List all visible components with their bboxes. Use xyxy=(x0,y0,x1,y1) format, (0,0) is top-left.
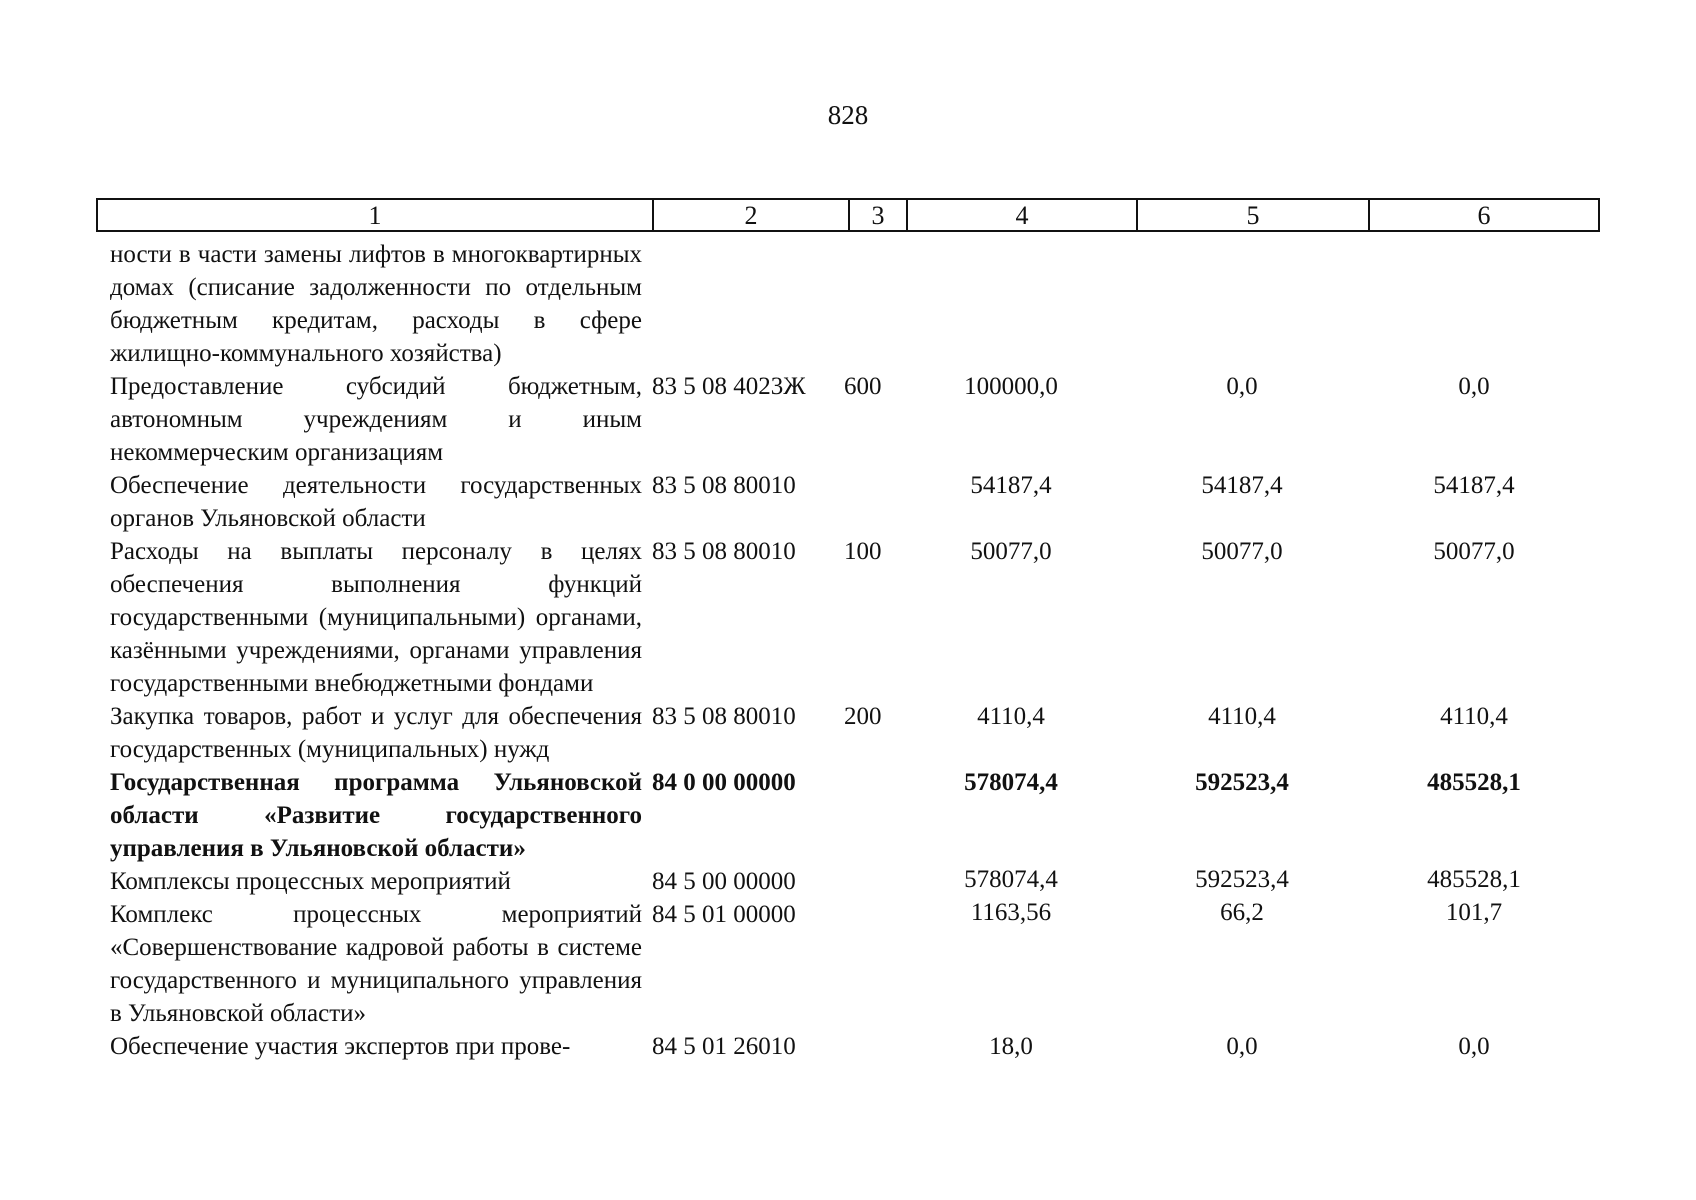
row-value-5: 592523,4 xyxy=(1195,769,1289,796)
row-type xyxy=(838,865,896,898)
row-name: ности в части замены лифтов в многоквартирных домах (списание задолженности по отдельным бюджетным кредитам, расходы в сфере жилищно-коммунального хозяйства) xyxy=(110,241,642,367)
row-type xyxy=(838,766,896,865)
column-header-3: 3 xyxy=(850,200,908,230)
row-name: Комплексы процессных мероприятий xyxy=(110,868,511,895)
column-header-4: 4 xyxy=(908,200,1138,230)
row-type xyxy=(838,898,896,1030)
row-name: Закупка товаров, работ и услуг для обеспечения государственных (муниципальных) нужд xyxy=(110,703,642,763)
row-code: 83 5 08 80010 xyxy=(652,538,796,565)
row-value-4 xyxy=(896,238,1126,370)
row-value-4: 54187,4 xyxy=(970,472,1052,499)
table-row-program xyxy=(110,766,1600,865)
row-value-4: 50077,0 xyxy=(970,538,1052,565)
row-value-4: 18,0 xyxy=(989,1033,1033,1060)
row-name: Государственная программа Ульяновской области «Развитие государственного управления в Ульяновской области» xyxy=(110,769,642,862)
row-code: 84 0 00 00000 xyxy=(652,769,796,796)
row-name: Предоставление субсидий бюджетным, автономным учреждениям и иным некоммерческим организациям xyxy=(110,373,642,466)
table-row xyxy=(110,898,1600,1030)
table-row xyxy=(110,535,1600,700)
row-name: Расходы на выплаты персоналу в целях обеспечения выполнения функций государственными (муниципальными) органами, казёнными учреждениями, органами управления государственными внебюджетными фондами xyxy=(110,538,642,697)
row-code xyxy=(642,238,838,370)
row-value-4: 4110,4 xyxy=(977,703,1045,730)
column-header-5: 5 xyxy=(1138,200,1370,230)
row-value-5: 0,0 xyxy=(1226,1033,1258,1060)
row-code: 84 5 01 00000 xyxy=(652,901,796,928)
page-number: 828 xyxy=(827,100,869,130)
row-type: 200 xyxy=(844,703,882,730)
row-value-4: 1163,56 xyxy=(970,899,1052,926)
table-row xyxy=(110,469,1600,535)
row-value-4: 100000,0 xyxy=(964,373,1058,400)
table-row xyxy=(110,865,1600,898)
table-row xyxy=(110,700,1600,766)
table-body xyxy=(110,238,1600,1063)
row-value-6: 101,7 xyxy=(1445,899,1503,926)
column-header-2: 2 xyxy=(654,200,850,230)
column-header-1: 1 xyxy=(98,200,654,230)
table-row xyxy=(110,238,1600,370)
row-value-5: 54187,4 xyxy=(1201,472,1283,499)
row-value-4: 578074,4 xyxy=(964,866,1058,893)
row-type xyxy=(838,469,896,535)
row-name: Комплекс процессных мероприятий «Совершенствование кадровой работы в системе государственного и муниципального управления в Ульяновской области» xyxy=(110,901,642,1027)
row-value-5: 0,0 xyxy=(1226,373,1258,400)
row-value-5: 66,2 xyxy=(1220,899,1264,926)
table-row xyxy=(110,370,1600,469)
row-value-6: 0,0 xyxy=(1458,373,1490,400)
row-code: 83 5 08 80010 xyxy=(652,472,796,499)
row-type xyxy=(838,238,896,370)
row-value-6: 0,0 xyxy=(1458,1033,1490,1060)
row-code: 84 5 00 00000 xyxy=(652,868,796,895)
table-row xyxy=(110,1030,1600,1063)
row-value-6: 485528,1 xyxy=(1427,866,1521,893)
row-type: 100 xyxy=(844,538,882,565)
row-value-6: 54187,4 xyxy=(1433,472,1515,499)
row-value-5: 50077,0 xyxy=(1201,538,1283,565)
row-code: 84 5 01 26010 xyxy=(652,1033,796,1060)
row-value-5: 592523,4 xyxy=(1195,866,1289,893)
row-type xyxy=(838,1030,896,1063)
row-code: 83 5 08 80010 xyxy=(652,703,796,730)
row-value-6: 485528,1 xyxy=(1427,769,1521,796)
row-value-6 xyxy=(1358,238,1590,370)
row-code: 83 5 08 4023Ж xyxy=(652,373,806,400)
row-type: 600 xyxy=(844,373,882,400)
row-value-6: 4110,4 xyxy=(1440,703,1508,730)
column-header-6: 6 xyxy=(1477,201,1491,230)
row-value-6: 50077,0 xyxy=(1433,538,1515,565)
row-value-5: 4110,4 xyxy=(1208,703,1276,730)
row-value-5 xyxy=(1126,238,1358,370)
row-name: Обеспечение деятельности государственных органов Ульяновской области xyxy=(110,472,642,532)
row-name: Обеспечение участия экспертов при прове- xyxy=(110,1033,571,1060)
table-header xyxy=(96,198,1600,232)
row-value-4: 578074,4 xyxy=(964,769,1058,796)
